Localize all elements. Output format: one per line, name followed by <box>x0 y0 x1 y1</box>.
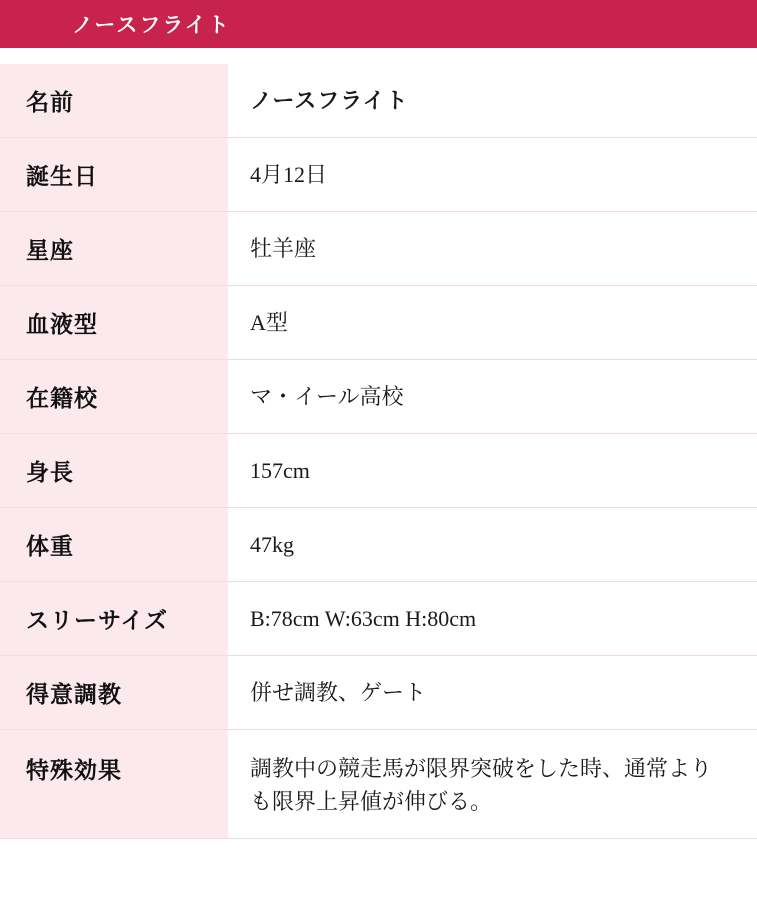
row-value-training-specialty: 併せ調教、ゲート <box>228 656 757 730</box>
row-label-blood-type: 血液型 <box>0 286 228 360</box>
row-value-three-sizes: B:78cm W:63cm H:80cm <box>228 582 757 656</box>
row-value-weight: 47kg <box>228 508 757 582</box>
table-row <box>0 730 757 839</box>
row-label-weight: 体重 <box>0 508 228 582</box>
table-row <box>0 138 757 212</box>
row-label-special-effect: 特殊効果 <box>0 730 228 839</box>
row-value-special-effect: 調教中の競走馬が限界突破をした時、通常よりも限界上昇値が伸びる。 <box>250 756 713 814</box>
row-label-birthday: 誕生日 <box>0 138 228 212</box>
card-header <box>0 0 757 48</box>
row-label-zodiac: 星座 <box>0 212 228 286</box>
profile-table <box>0 64 757 839</box>
row-value-name: ノースフライト <box>228 64 757 138</box>
row-value-height: 157cm <box>228 434 757 508</box>
table-row <box>0 286 757 360</box>
card-header-title: ノースフライト <box>72 13 231 37</box>
row-value-school: マ・イール高校 <box>228 360 757 434</box>
row-label-height: 身長 <box>0 434 228 508</box>
table-row <box>0 656 757 730</box>
table-row <box>0 360 757 434</box>
header-table-spacer <box>0 48 757 64</box>
row-value-zodiac: 牡羊座 <box>228 212 757 286</box>
table-row <box>0 212 757 286</box>
row-label-name: 名前 <box>0 64 228 138</box>
row-label-three-sizes: スリーサイズ <box>0 582 228 656</box>
table-row <box>0 64 757 138</box>
row-label-school: 在籍校 <box>0 360 228 434</box>
row-value-birthday: 4月12日 <box>228 138 757 212</box>
table-row <box>0 582 757 656</box>
row-label-training-specialty: 得意調教 <box>0 656 228 730</box>
table-row <box>0 434 757 508</box>
row-value-blood-type: A型 <box>228 286 757 360</box>
table-row <box>0 508 757 582</box>
